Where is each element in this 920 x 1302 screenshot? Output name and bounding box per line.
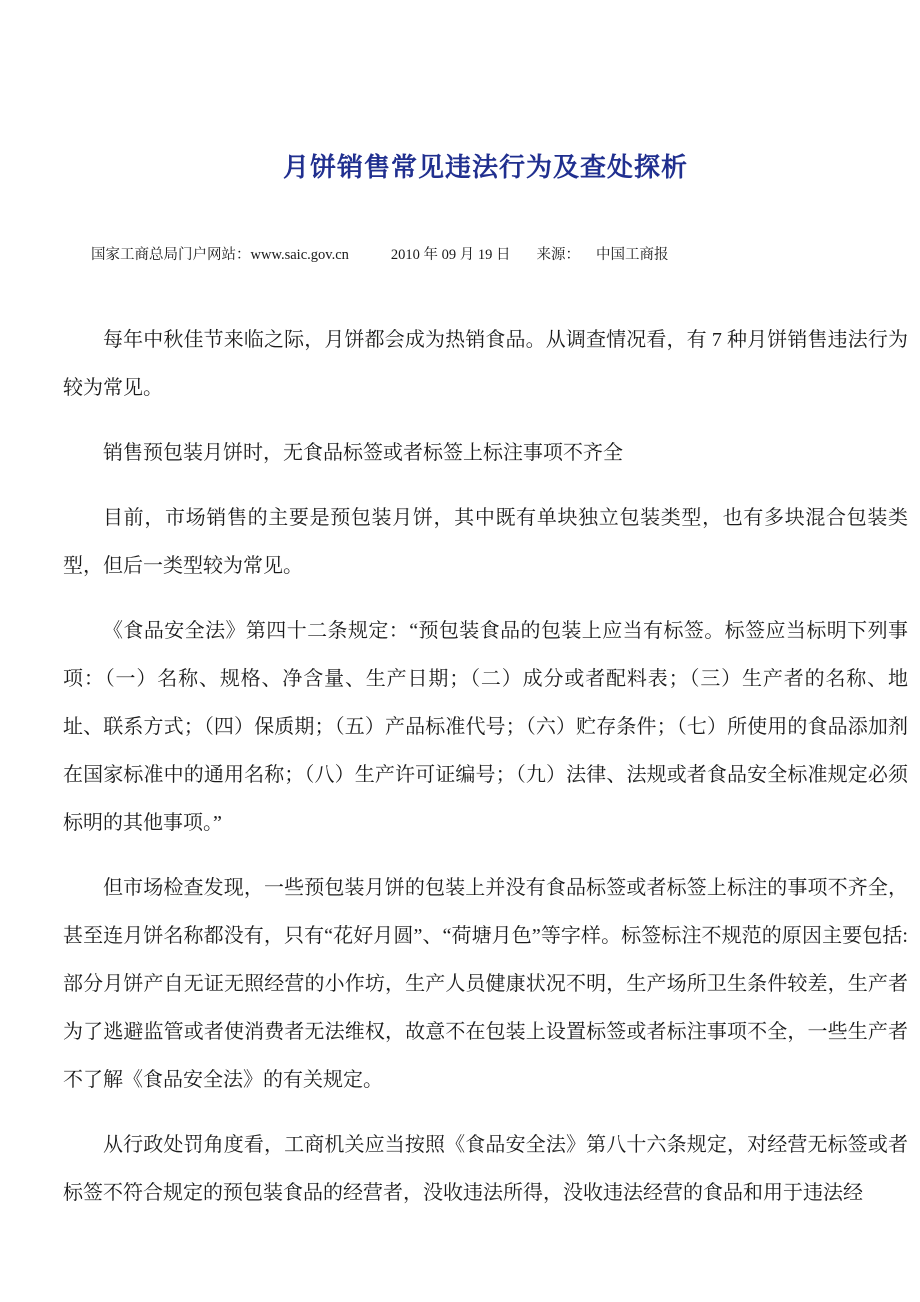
article-paragraph-truncated: 从行政处罚角度看，工商机关应当按照《食品安全法》第八十六条规定，对经营无标签或者标签不符合规定的预包装食品的经营者，没收违法所得，没收违法经营的食品和用于违法经	[63, 1134, 908, 1204]
article-paragraph-law-quote: 《食品安全法》第四十二条规定：“预包装食品的包装上应当有标签。标签应当标明下列事项：（一）名称、规格、净含量、生产日期；（二）成分或者配料表；（三）生产者的名称、地址、联系方式；（四）保质期；（五）产品标准代号；（六）贮存条件；（七）所使用的食品添加剂在国家标准中的通用名称；（八）生产许可证编号；（九）法律、法规或者食品安全标准规定必须标明的其他事项。”	[63, 620, 908, 834]
article-meta	[91, 246, 908, 264]
intro-paragraph: 每年中秋佳节来临之际，月饼都会成为热销食品。从调查情况看，有 7 种月饼销售违法行为较为常见。	[63, 329, 908, 399]
meta-source-label: 来源：	[536, 247, 581, 263]
meta-source-value: 中国工商报	[596, 247, 669, 263]
article-paragraph: 但市场检查发现，一些预包装月饼的包装上并没有食品标签或者标签上标注的事项不齐全，甚至连月饼名称都没有，只有“花好月圆”、“荷塘月色”等字样。标签标注不规范的原因主要包括: 部分月饼产自无证无照经营的小作坊，生产人员健康状况不明，生产场所卫生条件较差，生产者为了逃避监管或者使消费者无法维权，故意不在包装上设置标签或者标注事项不全，一些生产者不了解《食品安全法》的有关规定。	[63, 877, 908, 1091]
section-heading: 销售预包装月饼时，无食品标签或者标签上标注事项不齐全	[103, 442, 623, 464]
meta-site-url: 国家工商总局门户网站：www.saic.gov.cn	[91, 247, 349, 263]
meta-publish-date: 2010 年 09 月 19 日	[390, 247, 511, 263]
article-title: 月饼销售常见违法行为及查处探析	[282, 153, 688, 182]
article-paragraph: 目前，市场销售的主要是预包装月饼，其中既有单块独立包装类型，也有多块混合包装类型，但后一类型较为常见。	[63, 507, 908, 577]
